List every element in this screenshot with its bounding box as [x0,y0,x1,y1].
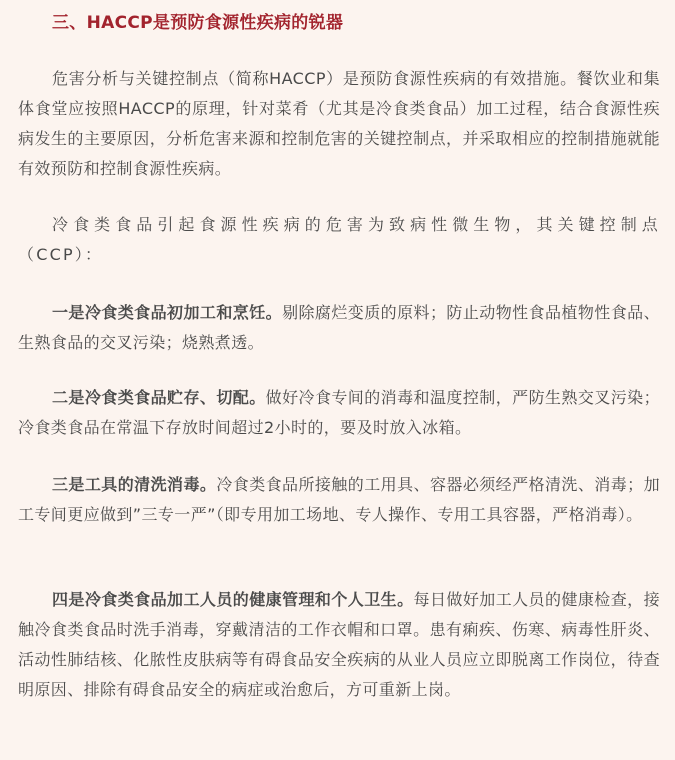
paragraph-point-4 [18,585,660,705]
paragraph-lead: 二是冷食类食品贮存、切配。 [52,388,266,407]
paragraph-point-2 [18,383,660,443]
paragraph-text: 冷食类食品引起食源性疾病的危害为致病性微生物，其关键控制点（CCP）： [18,215,660,264]
paragraph-point-1 [18,298,660,358]
paragraph-text: 做好冷食专间的消毒和温度控制，严防生熟交叉污染；冷食类食品在常温下存放时间超过2小时的，要及时放入冰箱。 [18,388,661,437]
paragraph-text: 每日做好加工人员的健康检查，接触冷食类食品时洗手消毒，穿戴清洁的工作衣帽和口罩。患有痢疾、伤寒、病毒性肝炎、活动性肺结核、化脓性皮肤病等有碍食品安全疾病的从业人员应立即脱离工作岗位，待查明原因、排除有碍食品安全的病症或治愈后，方可重新上岗。 [18,590,660,699]
paragraph-ccp [18,210,660,270]
paragraph-lead: 四是冷食类食品加工人员的健康管理和个人卫生。 [52,590,414,609]
paragraph-lead: 一是冷食类食品初加工和烹饪。 [52,303,283,322]
paragraph-lead: 三是工具的清洗消毒。 [52,475,217,494]
section-heading: 三、HACCP是预防食源性疾病的锐器 [52,13,344,33]
paragraph-intro [18,64,660,184]
paragraph-point-3 [18,470,660,530]
paragraph-text: 冷食类食品所接触的工用具、容器必须经严格清洗、消毒；加工专间更应做到”三专一严”（即专用加工场地、专人操作、专用工具容器，严格消毒）。 [18,475,660,524]
paragraph-text: 危害分析与关键控制点（简称HACCP）是预防食源性疾病的有效措施。餐饮业和集体食堂应按照HACCP的原理，针对菜肴（尤其是冷食类食品）加工过程，结合食源性疾病发生的主要原因，分析危害来源和控制危害的关键控制点，并采取相应的控制措施就能有效预防和控制食源性疾病。 [18,69,660,178]
paragraph-text: 剔除腐烂变质的原料；防止动物性食品植物性食品、生熟食品的交叉污染；烧熟煮透。 [18,303,660,352]
